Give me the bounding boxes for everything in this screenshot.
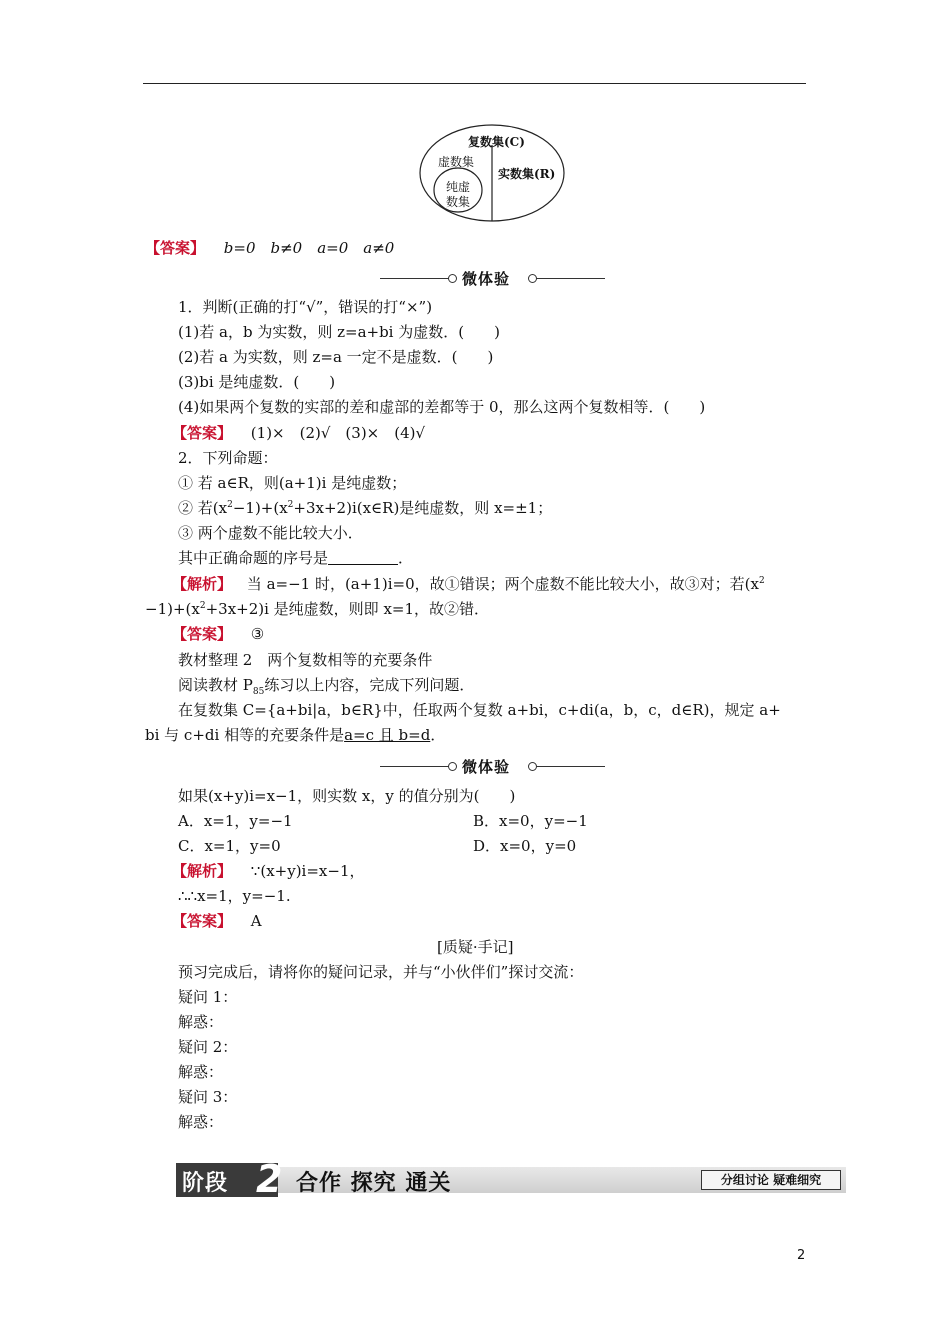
complex-set-label: 复数集(C)	[468, 135, 525, 149]
material-read	[178, 675, 474, 698]
subscript: 85	[252, 687, 265, 697]
q2-analysis-text-1: 当 a=−1 时，(a+1)i=0，故①错误；两个虚数不能比较大小，故③对；若(x	[246, 575, 759, 593]
section-title: 微体验	[462, 758, 511, 776]
answer-text: b=0 b≠0 a=0 a≠0	[223, 239, 395, 257]
q2-stem: 2．下列命题：	[178, 449, 278, 467]
notes-line-5: 疑问 3：	[178, 1088, 238, 1106]
q2-analysis-line-2	[145, 599, 489, 622]
notes-intro: 预习完成后，请将你的疑问记录，并与“小伙伴们”探讨交流：	[178, 963, 584, 981]
superscript: 2	[227, 500, 233, 510]
stage-banner	[176, 1157, 846, 1201]
complex-number-venn-diagram	[418, 123, 566, 223]
answer-tag: 【答案】	[145, 239, 206, 257]
notes-line-1: 疑问 1：	[178, 988, 238, 1006]
q3-stem: 如果(x+y)i=x−1，则实数 x，y 的值分别为( )	[178, 787, 516, 805]
banner-stage-label: 阶段	[182, 1171, 229, 1196]
header-rule	[143, 83, 806, 84]
material-read-a: 阅读教材 P	[178, 676, 253, 694]
superscript: 2	[758, 576, 765, 586]
q2-ask	[178, 548, 413, 568]
superscript: 2	[199, 601, 206, 611]
q2-analysis-line-1	[172, 574, 765, 597]
banner-box: 分组讨论 疑难细究	[701, 1170, 841, 1190]
notes-line-2: 解惑：	[178, 1013, 224, 1031]
answer-tag: 【答案】	[172, 424, 233, 442]
q2-item-2-part-b: −1)+(x	[232, 499, 288, 517]
q1-item-4: (4)如果两个复数的实部的差和虚部的差都等于 0，那么这两个复数相等．( )	[178, 398, 706, 416]
q3-analysis-2: ∴∴x=1，y=−1.	[178, 887, 291, 905]
q3-option-d: D．x=0，y=0	[473, 837, 577, 855]
imaginary-set-label: 虚数集	[438, 155, 475, 169]
q2-answer-line	[172, 624, 264, 644]
material-text-2a: bi 与 c+di 相等的充要条件是	[145, 726, 345, 744]
q1-item-3: (3)bi 是纯虚数．( )	[178, 373, 336, 391]
q2-answer: ③	[250, 625, 265, 643]
q2-ask-end: ．	[398, 549, 414, 567]
analysis-tag: 【解析】	[172, 862, 233, 880]
q2-item-2	[178, 498, 552, 521]
answer-line-1	[145, 238, 394, 258]
banner-stage-number: 2	[256, 1157, 283, 1201]
q1-stem: 1．判断(正确的打“√”，错误的打“×”)	[178, 298, 433, 316]
q3-analysis-line-1	[172, 861, 364, 881]
notes-line-3: 疑问 2：	[178, 1038, 238, 1056]
material-text-1: 在复数集 C={a+bi|a，b∈R}中，任取两个复数 a+bi，c+di(a，b，c，d∈R)，规定 a+	[178, 701, 781, 719]
q2-analysis-text-2a: −1)+(x	[145, 600, 200, 618]
material-title: 教材整理 2 两个复数相等的充要条件	[178, 651, 433, 669]
answer-blank	[328, 550, 398, 565]
q2-item-1: ① 若 a∈R，则(a+1)i 是纯虚数；	[178, 474, 407, 492]
banner-title: 合作 探究 通关	[296, 1170, 452, 1196]
q3-option-c: C．x=1，y=0	[178, 837, 281, 855]
underlined-answer: a=c 且 b=d	[344, 726, 431, 744]
q2-item-2-part-a: ② 若(x	[178, 499, 228, 517]
notes-title: [质疑·手记]	[437, 938, 514, 956]
q1-answer-line	[172, 423, 425, 443]
q3-option-b: B．x=0，y=−1	[473, 812, 588, 830]
real-set-label: 实数集(R)	[498, 167, 556, 181]
q2-item-2-part-c: +3x+2)i(x∈R)是纯虚数，则 x=±1；	[293, 499, 553, 517]
q2-analysis-text-2b: +3x+2)i 是纯虚数，则即 x=1，故②错．	[205, 600, 490, 618]
material-read-b: 练习以上内容，完成下列问题．	[264, 676, 475, 694]
pure-imaginary-label-1: 纯虚	[446, 180, 471, 194]
section-separator-2	[380, 756, 605, 776]
pure-imaginary-label-2: 数集	[446, 195, 471, 209]
section-title: 微体验	[462, 270, 511, 288]
notes-line-6: 解惑：	[178, 1113, 224, 1131]
q1-item-1: (1)若 a，b 为实数，则 z=a+bi 为虚数．( )	[178, 323, 500, 341]
material-text-2	[145, 725, 445, 745]
analysis-tag: 【解析】	[172, 575, 233, 593]
q2-ask-text: 其中正确命题的序号是	[178, 549, 329, 567]
section-separator-1	[380, 268, 605, 288]
page-number: 2	[797, 1248, 806, 1263]
answer-tag: 【答案】	[172, 625, 233, 643]
material-text-2b: ．	[430, 726, 446, 744]
answer-tag: 【答案】	[172, 912, 233, 930]
notes-line-4: 解惑：	[178, 1063, 224, 1081]
q3-option-a: A．x=1，y=−1	[178, 812, 293, 830]
q3-analysis-1: ∵(x+y)i=x−1，	[250, 862, 365, 880]
q3-answer: A	[250, 912, 262, 930]
superscript: 2	[287, 500, 294, 510]
q2-item-3: ③ 两个虚数不能比较大小．	[178, 524, 363, 542]
q3-answer-line	[172, 911, 262, 931]
q1-item-2: (2)若 a 为实数，则 z=a 一定不是虚数．( )	[178, 348, 494, 366]
q1-answer: (1)× (2)√ (3)× (4)√	[250, 424, 426, 442]
